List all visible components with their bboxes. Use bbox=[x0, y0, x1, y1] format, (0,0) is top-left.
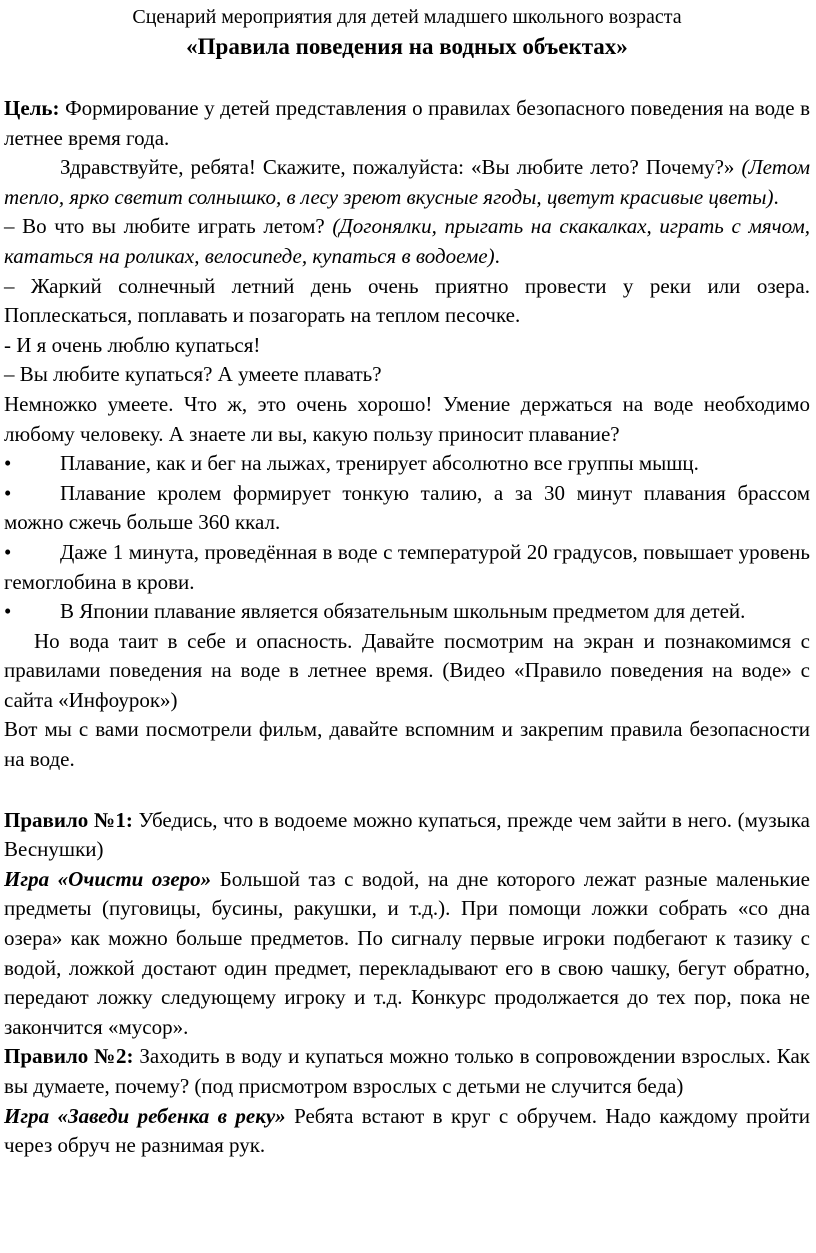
goal-text: Формирование у детей представления о правилах безопасного поведения на воде в летнее время года. bbox=[4, 96, 810, 150]
goal-label: Цель: bbox=[4, 96, 60, 120]
fact-text: В Японии плавание является обязательным школьным предметом для детей. bbox=[60, 599, 746, 624]
game-2-text: Ребята встают в круг с обручем. Надо каждому пройти через обруч не разнимая рук. bbox=[4, 1103, 810, 1158]
rule-1-paragraph bbox=[4, 806, 810, 865]
rule-1-label: Правило №1: bbox=[4, 807, 133, 832]
bullet-icon: • bbox=[4, 539, 12, 564]
bullet-icon: • bbox=[4, 451, 12, 476]
can-swim-line: – Вы любите купаться? А умеете плавать? bbox=[4, 362, 382, 387]
greeting-answer: (Летом тепло, ярко светит солнышко, в лесу зреют вкусные ягоды, цветут красивые цветы) bbox=[4, 155, 810, 209]
play-question: – Во что вы любите играть летом? bbox=[4, 214, 333, 239]
game-2-paragraph bbox=[4, 1102, 810, 1161]
game-1-label: Игра «Очисти озеро» bbox=[4, 866, 212, 891]
fact-item bbox=[4, 597, 810, 627]
spacer bbox=[4, 775, 810, 806]
rule-2-paragraph bbox=[4, 1042, 810, 1101]
spacer bbox=[4, 64, 810, 94]
greeting-text: Здравствуйте, ребята! Скажите, пожалуйста: «Вы любите лето? Почему?» bbox=[60, 155, 742, 180]
benefit-paragraph: Немножко умеете. Что ж, это очень хорошо! Умение держаться на воде необходимо любому человеку. А знаете ли вы, какую пользу приносит плавание? bbox=[4, 391, 810, 446]
game-1-text: Большой таз с водой, на дне которого лежат разные маленькие предметы (пуговицы, бусины, ракушки, и т.д.). При помощи ложки собрать «со дна озера» как можно больше предметов. По сигналу первые игроки подбегают к тазику с водой, ложкой достают один предмет, перекладывают его в свою чашку, бегут обратно, передают ложку следующему игроку и т.д. Конкурс продолжается до тех пор, пока не закончится «мусор». bbox=[4, 866, 810, 1039]
summer-day-paragraph: – Жаркий солнечный летний день очень приятно провести у реки или озера. Поплескаться, поплавать и позагорать на теплом песочке. bbox=[4, 273, 810, 328]
game-2-label: Игра «Заведи ребенка в реку» bbox=[4, 1103, 286, 1128]
recap-paragraph: Вот мы с вами посмотрели фильм, давайте вспомним и закрепим правила безопасности на воде. bbox=[4, 717, 810, 772]
fact-item bbox=[4, 449, 810, 479]
fact-item bbox=[4, 538, 810, 597]
love-swim-line: - И я очень люблю купаться! bbox=[4, 332, 261, 357]
rule-2-label: Правило №2: bbox=[4, 1044, 134, 1069]
bullet-icon: • bbox=[4, 599, 12, 624]
fact-text: Даже 1 минута, проведённая в воде с температурой 20 градусов, повышает уровень гемоглобина в крови. bbox=[4, 539, 810, 594]
greeting-paragraph bbox=[4, 153, 810, 212]
document-subtitle: Сценарий мероприятия для детей младшего школьного возраста bbox=[132, 6, 682, 28]
fact-text: Плавание кролем формирует тонкую талию, а за 30 минут плавания брассом можно сжечь больше 360 ккал. bbox=[4, 480, 810, 535]
game-1-paragraph bbox=[4, 865, 810, 1043]
document-title: «Правила поведения на водных объектах» bbox=[186, 34, 628, 59]
play-end: . bbox=[494, 243, 500, 268]
fact-text: Плавание, как и бег на лыжах, тренирует абсолютно все группы мышц. bbox=[60, 451, 699, 476]
play-paragraph bbox=[4, 212, 810, 271]
rule-1-text: Убедись, что в водоеме можно купаться, прежде чем зайти в него. (музыка Веснушки) bbox=[4, 807, 810, 862]
greeting-end: . bbox=[773, 184, 779, 209]
play-answer: (Догонялки, прыгать на скакалках, играть с мячом, кататься на роликах, велосипеде, купаться в водоеме) bbox=[4, 214, 810, 268]
goal-paragraph bbox=[4, 94, 810, 153]
danger-paragraph: Но вода таит в себе и опасность. Давайте посмотрим на экран и познакомимся с правилами поведения на воде в летнее время. (Видео «Правило поведения на воде» с сайта «Инфоурок») bbox=[4, 628, 810, 712]
fact-item bbox=[4, 479, 810, 538]
rule-2-text: Заходить в воду и купаться можно только в сопровождении взрослых. Как вы думаете, почему? (под присмотром взрослых с детьми не случится беда) bbox=[4, 1044, 810, 1098]
bullet-icon: • bbox=[4, 480, 12, 505]
